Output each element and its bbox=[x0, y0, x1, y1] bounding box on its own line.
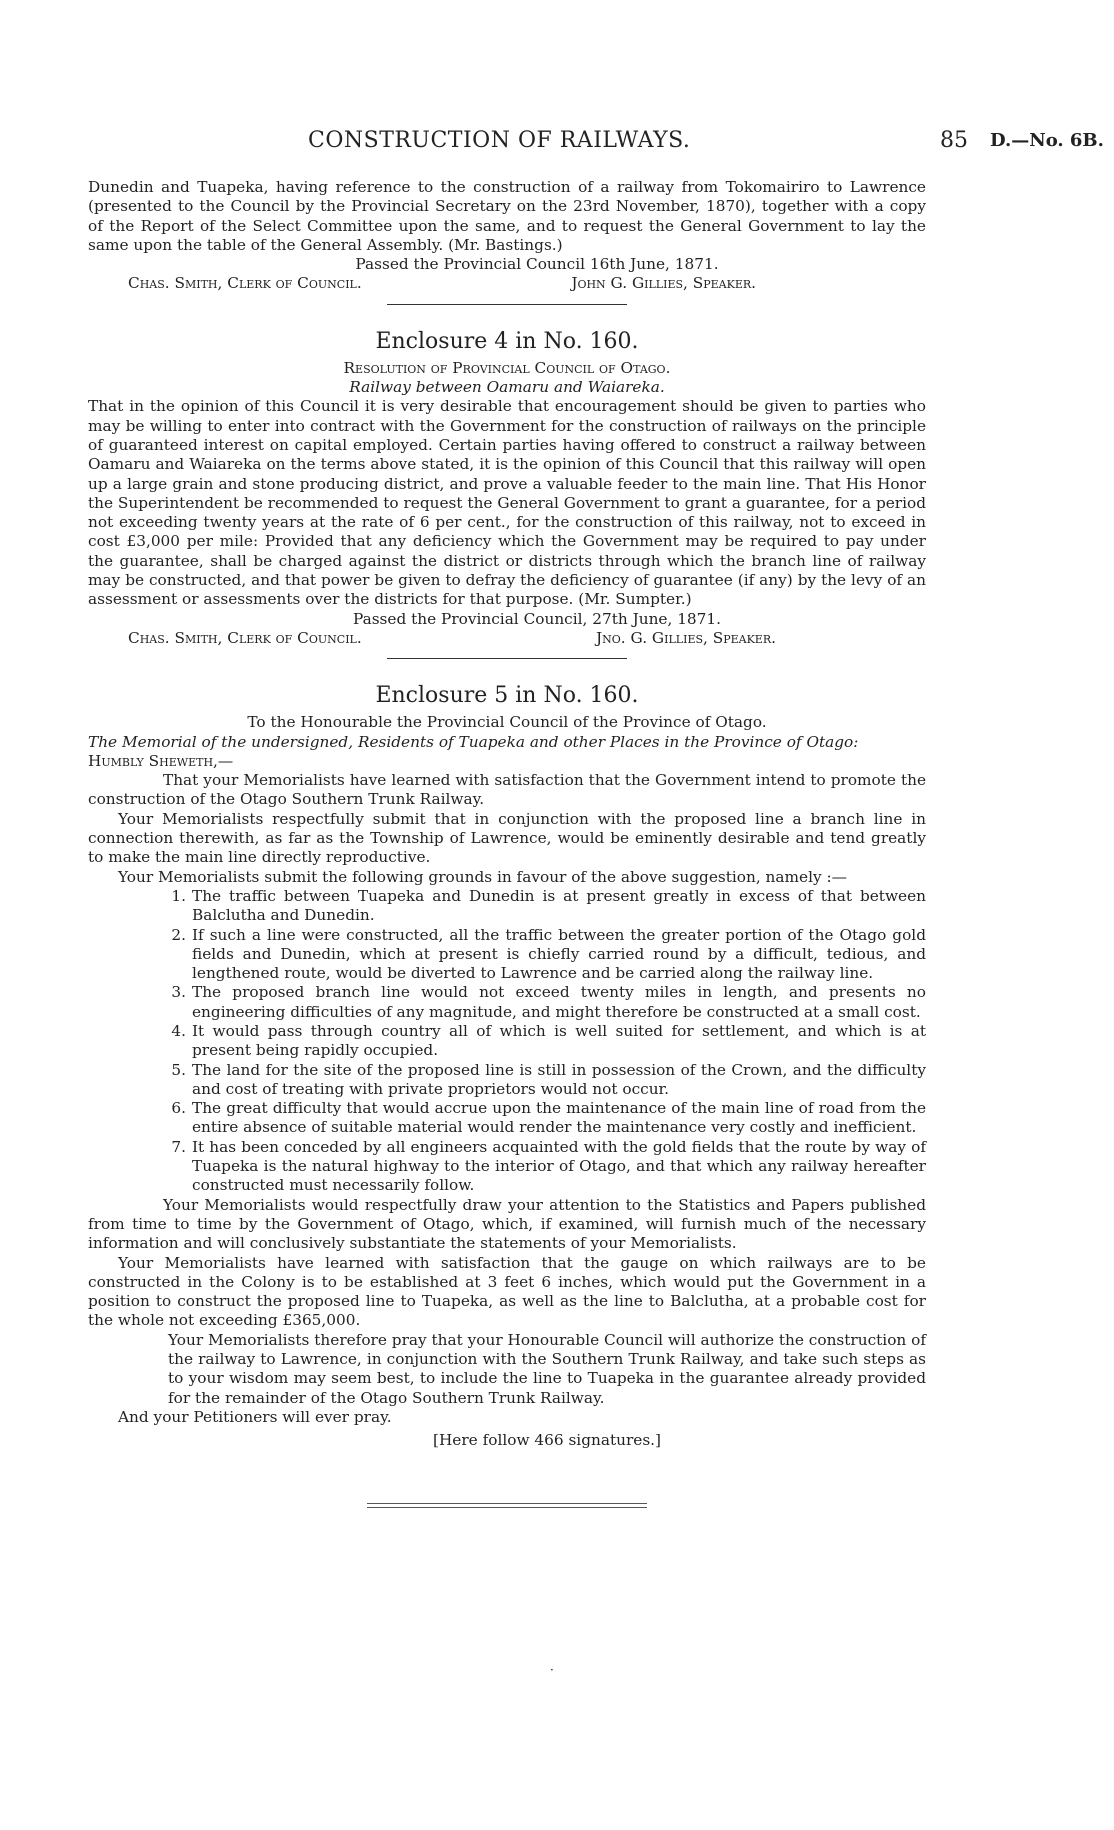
speaker-signature: John G. Gillies, Speaker. bbox=[571, 274, 756, 293]
section-divider bbox=[387, 658, 627, 659]
list-item: 4. It would pass through country all of which is well suited for settlement, and which is at present being rapidly occupied. bbox=[171, 1021, 926, 1060]
intro-paragraph: Dunedin and Tuapeka, having reference to the construction of a railway from Tokomairiro to Lawrence (presented to the Council by the Provincial Secretary on the 23rd November, 1870), together with a copy of the Report of the Select Committee upon the same, and to request the General Government to lay the same upon the table of the General Assembly. (Mr. Bastings.) bbox=[88, 178, 926, 254]
list-item: 5. The land for the site of the proposed line is still in possession of the Crown, and the difficulty and cost of treating with private proprietors would not occur. bbox=[171, 1060, 926, 1098]
intro-passed-line: Passed the Provincial Council 16th June, 1871. bbox=[355, 255, 719, 274]
document-body bbox=[88, 178, 926, 1508]
speaker-signature: Jno. G. Gillies, Speaker. bbox=[596, 628, 776, 647]
memorial-paragraph-2: Your Memorialists respectfully submit that in conjunction with the proposed line a branch line in connection therewith, as far as the Township of Lawrence, would be eminently desirable and tend greatly to make the main line directly reproductive. bbox=[88, 809, 926, 867]
enclosure-4 bbox=[88, 329, 926, 659]
enclosure-5 bbox=[88, 683, 926, 1507]
end-double-rule bbox=[367, 1503, 647, 1508]
memorial-paragraph-5: Your Memorialists have learned with satisfaction that the gauge on which railways are to be constructed in the Colony is to be established at 3 feet 6 inches, which would put the Government in a position to construct the proposed line to Tuapeka, as well as the line to Balclutha, at a probable cost for the whole not exceeding £365,000. bbox=[88, 1253, 926, 1330]
list-item: 3. The proposed branch line would not exceed twenty miles in length, and presents no engineering difficulties of any magnitude, and might therefore be constructed at a small cost. bbox=[171, 983, 926, 1021]
printer-dot: · bbox=[550, 1663, 554, 1677]
running-title: CONSTRUCTION OF RAILWAYS. bbox=[308, 128, 691, 153]
signatures-note: [Here follow 466 signatures.] bbox=[432, 1431, 662, 1450]
grounds-list bbox=[88, 887, 926, 1196]
list-item: 7. It has been conceded by all engineers acquainted with the gold fields that the route by way of Tuapeka is the natural highway to the interior of Otago, and that which any railway hereafter constructed must necessarily follow. bbox=[171, 1137, 926, 1195]
page-number: 85 bbox=[940, 128, 968, 153]
document-reference: D.—No. 6B. bbox=[990, 130, 1104, 151]
enclosure-4-signatures bbox=[88, 629, 926, 648]
enclosure-4-title: Enclosure 4 in No. 160. bbox=[375, 328, 639, 354]
enclosure-5-title: Enclosure 5 in No. 160. bbox=[375, 683, 639, 709]
clerk-signature: Chas. Smith, Clerk of Council. bbox=[128, 628, 362, 647]
list-item: 2. If such a line were constructed, all the traffic between the greater portion of the Otago gold fields and Dunedin, which at present is chiefly carried round by a difficult, tedious, and lengthened route, would be diverted to Lawrence and be carried along the railway line. bbox=[171, 925, 926, 983]
memorial-paragraph-4: Your Memorialists would respectfully draw your attention to the Statistics and Papers published from time to time by the Government of Otago, which, if examined, will furnish much of the necessary information and will conclusively substantiate the statements of your Memorialists. bbox=[88, 1195, 926, 1253]
running-header bbox=[0, 128, 1114, 158]
list-item: 6. The great difficulty that would accrue upon the maintenance of the main line of road from the entire absence of suitable material would render the maintenance very costly and inefficient. bbox=[171, 1099, 926, 1137]
section-divider bbox=[387, 304, 627, 305]
intro-signatures bbox=[88, 274, 926, 293]
memorial-paragraph-3: Your Memorialists submit the following grounds in favour of the above suggestion, namely :— bbox=[118, 867, 847, 886]
enclosure-5-addressee: To the Honourable the Provincial Council of the Province of Otago. bbox=[247, 713, 767, 732]
clerk-signature: Chas. Smith, Clerk of Council. bbox=[128, 274, 362, 293]
memorial-paragraph-1: That your Memorialists have learned with satisfaction that the Government intend to promote the construction of the Otago Southern Trunk Railway. bbox=[88, 771, 926, 809]
memorial-paragraph-6: Your Memorialists therefore pray that your Honourable Council will authorize the construction of the railway to Lawrence, in conjunction with the Southern Trunk Railway, and take such steps as to your wisdom may seem best, to include the line to Tuapeka in the guarantee already provided for the remainder of the Otago Southern Trunk Railway. bbox=[168, 1330, 926, 1407]
enclosure-4-passed-line: Passed the Provincial Council, 27th June, 1871. bbox=[352, 609, 721, 628]
enclosure-4-heading: Railway between Oamaru and Waiareka. bbox=[349, 378, 665, 397]
memorial-heading: The Memorial of the undersigned, Residents of Tuapeka and other Places in the Province of Otago: bbox=[88, 732, 859, 751]
list-item: 1. The traffic between Tuapeka and Dunedin is at present greatly in excess of that between Balclutha and Dunedin. bbox=[171, 886, 926, 925]
enclosure-4-subtitle: Resolution of Provincial Council of Otago. bbox=[343, 358, 671, 377]
enclosure-4-resolution: That in the opinion of this Council it is very desirable that encouragement should be given to parties who may be willing to enter into contract with the Government for the construction of railways on the principle of guaranteed interest on capital employed. Certain parties having offered to construct a railway between Oamaru and Waiareka on the terms above stated, it is the opinion of this Council that this railway will open up a large grain and stone producing district, and prove a valuable feeder to the main line. That His Honor the Superintendent be recommended to request the General Government to grant a guarantee, for a period not exceeding twenty years at the rate of 6 per cent., for the construction of this railway, not to exceed in cost £3,000 per mile: Provided that any deficiency which the Government may be required to pay under the guarantee, shall be charged against the district or districts through which the branch line of railway may be constructed, and that power be given to defray the deficiency of guarantee (if any) by the levy of an assessment or assessments over the districts for that purpose. (Mr. Sumpter.) bbox=[88, 397, 926, 609]
petitioners-line: And your Petitioners will ever pray. bbox=[118, 1407, 392, 1426]
intro-section bbox=[88, 178, 926, 305]
humbly-sheweth: Humbly Sheweth,— bbox=[88, 751, 234, 770]
